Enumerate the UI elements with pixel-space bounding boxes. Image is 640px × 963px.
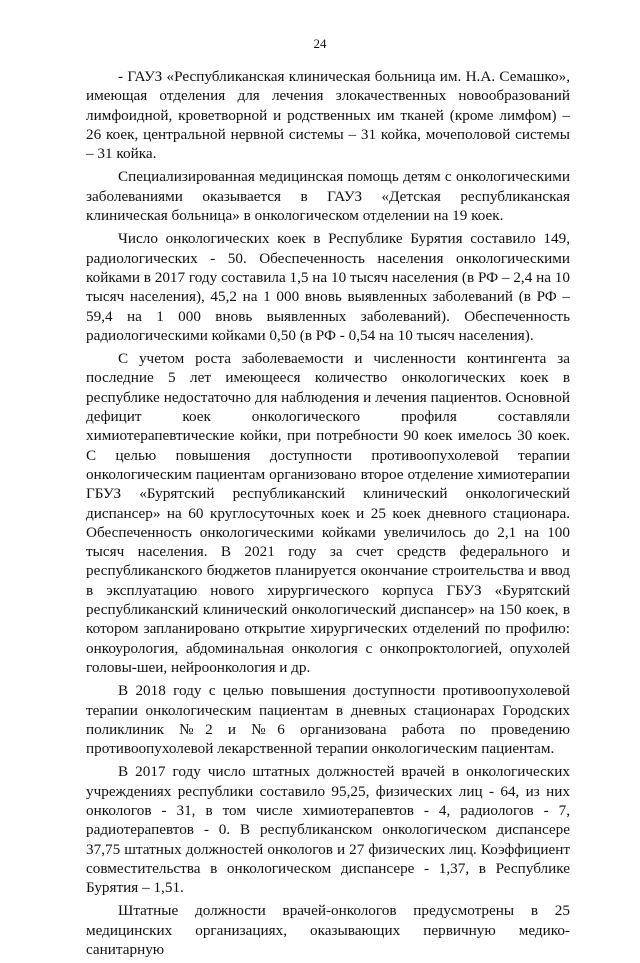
paragraph-day-hospitals: В 2018 году с целью повышения доступности противоопухолевой терапии онкологическим пациентам в дневных стационарах Городских поликлиник №2 и №6 организована работа по проведению противоопухолевой лекарственной терапии онкологическим пациентам. bbox=[86, 682, 570, 758]
paragraph-bed-count: Число онкологических коек в Республике Бурятия составило 149, радиологических - 50. Обеспеченность населения онкологическими койками в 2017 году составила 1,5 на 10 тысяч населения (в РФ – 2,4 на 10 тысяч населения), 45,2 на 1 000 вновь выявленных заболеваний (в РФ – 59,4 на 1 000 вновь выявленных заболеваний). Обеспеченность радиологическими койками 0,50 (в РФ - 0,54 на 10 тысяч населения). bbox=[86, 230, 570, 344]
paragraph-oncologist-positions: Штатные должности врачей-онкологов предусмотрены в 25 медицинских организациях, оказывающих первичную медико-санитарную bbox=[86, 902, 570, 959]
page-number: 24 bbox=[313, 36, 327, 51]
paragraph-hospital-semashko: - ГАУЗ «Республиканская клиническая больница им. Н.А. Семашко», имеющая отделения для лечения злокачественных новообразований лимфоидной, кроветворной и родственных им тканей (кроме лимфом) – 26 коек, центральной нервной системы – 31 койка, мочеполовой системы – 31 койка. bbox=[86, 68, 570, 163]
paragraph-staffing: В 2017 году число штатных должностей врачей в онкологических учреждениях республики составило 95,25, физических лиц - 64, из них онкологов - 31, в том числе химиотерапевтов - 4, радиологов - 7, радиотерапевтов - 0. В республиканском онкологическом диспансере 37,75 штатных должностей онкологов и 27 физических лиц. Коэффициент совместительства в онкологическом диспансере - 1,37, в Республике Бурятия – 1,51. bbox=[86, 763, 570, 897]
body-text bbox=[86, 67, 570, 963]
paragraph-children-care: Специализированная медицинская помощь детям с онкологическими заболеваниями оказывается в ГАУЗ «Детская республиканская клиническая больница» в онкологическом отделении на 19 коек. bbox=[86, 168, 570, 225]
paragraph-bed-deficit: С учетом роста заболеваемости и численности контингента за последние 5 лет имеющееся количество онкологических коек в республике недостаточно для наблюдения и лечения пациентов. Основной дефицит коек онкологического профиля составляли химиотерапевтические койки, при потребности 90 коек имелось 30 коек. С целью повышения доступности противоопухолевой терапии онкологическим пациентам организовано второе отделение химиотерапии ГБУЗ «Бурятский республиканский клинический онкологический диспансер» на 60 круглосуточных коек и 25 коек дневного стационара. Обеспеченность онкологическими койками увеличилось до 2,1 на 100 тысяч населения. В 2021 году за счет средств федерального и республиканского бюджетов планируется окончание строительства и ввод в эксплуатацию нового хирургического корпуса ГБУЗ «Бурятский республиканский клинический онкологический диспансер» на 150 коек, в котором запланировано открытие хирургических отделений по профилю: онкоурология, абдоминальная онкология с онкопроктологией, опухолей головы-шеи, нейроонкология и др. bbox=[86, 350, 570, 676]
